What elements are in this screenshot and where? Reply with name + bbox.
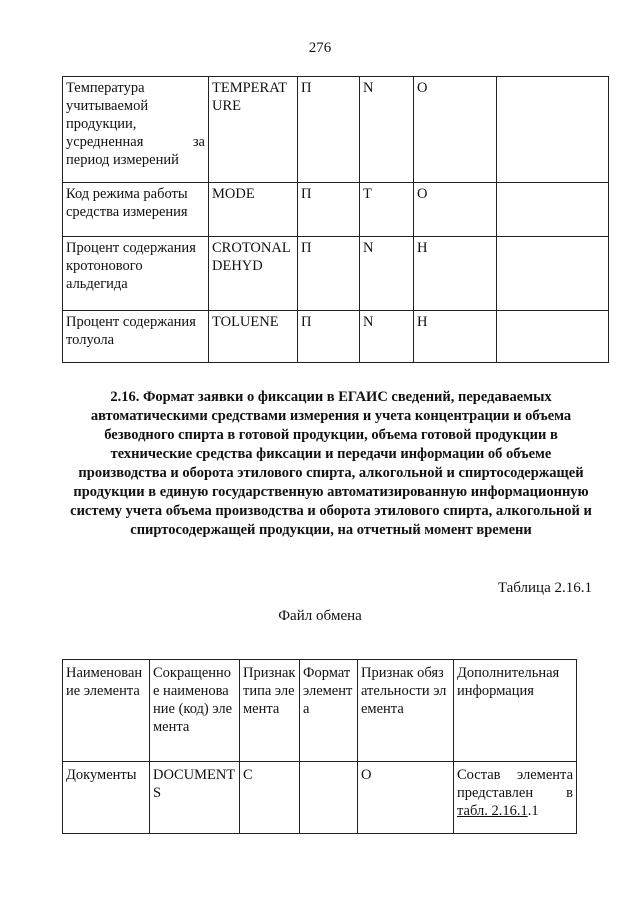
header-element-name: Наименование элемента [63, 660, 150, 762]
cell-element-type: П [298, 311, 360, 363]
cell-element-code: CROTONALDEHYD [209, 237, 298, 311]
cell-additional-info [497, 77, 609, 183]
cell-additional-info [454, 762, 577, 834]
cell-element-type: П [298, 237, 360, 311]
cell-element-format: N [360, 237, 414, 311]
cell-element-required: О [414, 183, 497, 237]
table-row [63, 77, 609, 183]
table-reference-suffix: .1 [527, 803, 539, 819]
cell-element-name: Процент содержания кротонового альдегида [63, 237, 209, 311]
header-element-required: Признак обязательности элемента [358, 660, 454, 762]
cell-element-type: П [298, 183, 360, 237]
cell-element-required: Н [414, 311, 497, 363]
header-additional-info: Дополнительная информация [454, 660, 577, 762]
cell-element-format: N [360, 311, 414, 363]
cell-element-code: TEMPERATURE [209, 77, 298, 183]
section-title: 2.16. Формат заявки о фиксации в ЕГАИС сведений, передаваемых автоматическими средствами измерения и учета концентрации и объема безводного спирта в готовой продукции, объема готовой продукции в технические средства фиксации и передачи информации об объеме производства и оборота этилового спирта, алкогольной и спиртосодержащей продукции в единую государственную автоматизированную информационную систему учета объема производства и оборота этилового спирта, алкогольной и спиртосодержащей продукции, на отчетный момент времени [70, 389, 592, 538]
cell-element-format: Т [360, 183, 414, 237]
cell-element-required: О [358, 762, 454, 834]
additional-info-text: Состав элемента представлен в [457, 767, 573, 801]
cell-element-name: Документы [63, 762, 150, 834]
attributes-table-continued [62, 76, 609, 363]
table-header-row [63, 660, 577, 762]
header-element-code: Сокращенное наименование (код) элемента [150, 660, 240, 762]
cell-element-name: Температура учитываемой продукции, усредненная за период измерений [63, 77, 209, 183]
cell-element-code: MODE [209, 183, 298, 237]
table-row [63, 237, 609, 311]
cell-element-name: Код режима работы средства измерения [63, 183, 209, 237]
page-number: 276 [308, 40, 332, 56]
cell-element-format [300, 762, 358, 834]
cell-element-name: Процент содержания толуола [63, 311, 209, 363]
table-caption: Таблица 2.16.1 [497, 580, 592, 596]
file-title: Файл обмена [278, 608, 362, 624]
cell-element-format: N [360, 77, 414, 183]
cell-element-code: TOLUENE [209, 311, 298, 363]
table-row [63, 183, 609, 237]
header-element-format: Формат элемента [300, 660, 358, 762]
cell-additional-info [497, 237, 609, 311]
cell-element-code: DOCUMENTS [150, 762, 240, 834]
cell-element-required: Н [414, 237, 497, 311]
cell-additional-info [497, 311, 609, 363]
table-row [63, 762, 577, 834]
cell-additional-info [497, 183, 609, 237]
cell-element-type: С [240, 762, 300, 834]
table-row [63, 311, 609, 363]
header-element-type: Признак типа элемента [240, 660, 300, 762]
cell-element-required: О [414, 77, 497, 183]
exchange-file-table [62, 659, 577, 834]
cell-element-type: П [298, 77, 360, 183]
table-reference-link[interactable]: табл. 2.16.1 [457, 803, 528, 819]
